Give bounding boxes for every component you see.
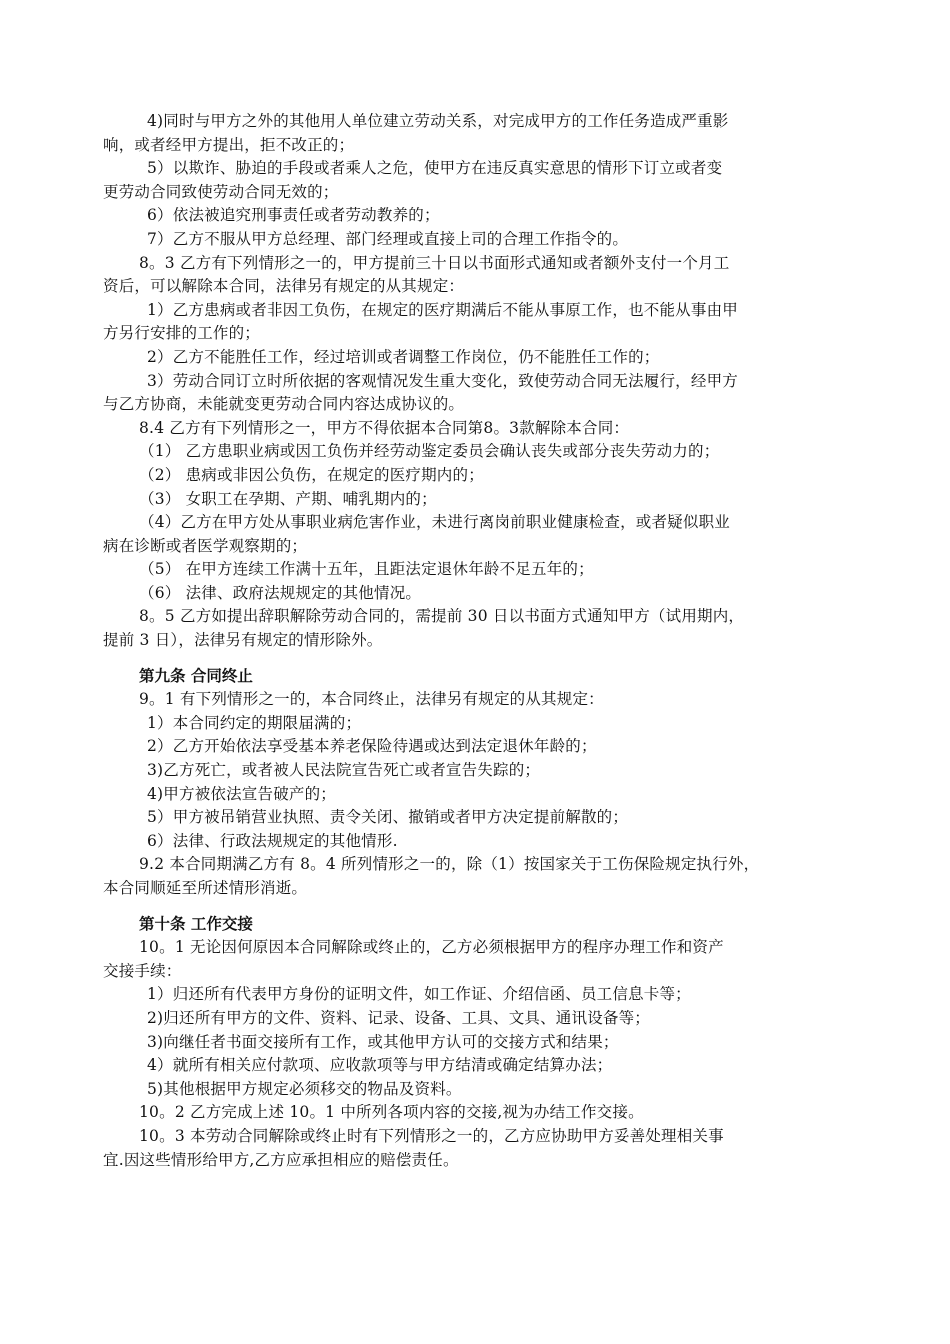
section-heading: 第十条 工作交接 bbox=[139, 914, 253, 933]
text-line: 2)归还所有甲方的文件、资料、记录、设备、工具、文具、通讯设备等； bbox=[147, 1008, 651, 1027]
text-line: 9。1 有下列情形之一的，本合同终止，法律另有规定的从其规定： bbox=[139, 690, 604, 709]
text-line: 与乙方协商，未能就变更劳动合同内容达成协议的。 bbox=[103, 395, 465, 414]
text-line: 3）劳动合同订立时所依据的客观情况发生重大变化，致使劳动合同无法履行，经甲方 bbox=[147, 371, 738, 390]
text-line: 资后，可以解除本合同，法律另有规定的从其规定： bbox=[103, 277, 465, 296]
text-line: 5)其他根据甲方规定必须移交的物品及资料。 bbox=[147, 1079, 462, 1098]
text-line: 宜.因这些情形给甲方,乙方应承担相应的赔偿责任。 bbox=[103, 1150, 459, 1169]
section-gap bbox=[103, 653, 873, 665]
text-line: 10。2 乙方完成上述 10。1 中所列各项内容的交接,视为办结工作交接。 bbox=[139, 1103, 644, 1122]
text-line: 6）法律、行政法规规定的其他情形. bbox=[147, 831, 398, 850]
text-line: 8。5 乙方如提出辞职解除劳动合同的，需提前 30 日以书面方式通知甲方（试用期内， bbox=[139, 607, 745, 626]
text-line: 8.4 乙方有下列情形之一，甲方不得依据本合同第8。3款解除本合同： bbox=[139, 418, 630, 437]
text-line: 4)甲方被依法宣告破产的； bbox=[147, 784, 337, 803]
text-line: 10。1 无论因何原因本合同解除或终止的，乙方必须根据甲方的程序办理工作和资产 bbox=[139, 938, 724, 957]
text-line: （5） 在甲方连续工作满十五年，且距法定退休年龄不足五年的； bbox=[139, 560, 594, 579]
text-line: 提前 3 日），法律另有规定的情形除外。 bbox=[103, 631, 383, 650]
text-line: 2）乙方不能胜任工作，经过培训或者调整工作岗位，仍不能胜任工作的； bbox=[147, 347, 660, 366]
text-line: 交接手续： bbox=[103, 961, 182, 980]
section-gap bbox=[103, 901, 873, 913]
section-heading: 第九条 合同终止 bbox=[139, 666, 253, 685]
text-line: 1）归还所有代表甲方身份的证明文件，如工作证、介绍信函、员工信息卡等； bbox=[147, 985, 691, 1004]
text-line: 4）就所有相关应付款项、应收款项等与甲方结清或确定结算办法； bbox=[147, 1056, 613, 1075]
text-line: （4）乙方在甲方处从事职业病危害作业，未进行离岗前职业健康检查，或者疑似职业 bbox=[139, 513, 730, 532]
text-line: 10。3 本劳动合同解除或终止时有下列情形之一的，乙方应协助甲方妥善处理相关事 bbox=[139, 1126, 724, 1145]
text-line: 9.2 本合同期满乙方有 8。4 所列情形之一的，除（1）按国家关于工伤保险规定执行外， bbox=[139, 855, 760, 874]
text-line: 3)乙方死亡，或者被人民法院宣告死亡或者宣告失踪的； bbox=[147, 761, 541, 780]
text-line: 2）乙方开始依法享受基本养老保险待遇或达到法定退休年龄的； bbox=[147, 737, 597, 756]
text-line: （6） 法律、政府法规规定的其他情况。 bbox=[139, 583, 422, 602]
document-body bbox=[103, 110, 873, 1172]
text-line: 1）本合同约定的期限届满的； bbox=[147, 713, 362, 732]
text-line: 4)同时与甲方之外的其他用人单位建立劳动关系，对完成甲方的工作任务造成严重影 bbox=[147, 112, 729, 130]
text-line: 本合同顺延至所述情形消逝。 bbox=[103, 879, 308, 897]
text-line: 6）依法被追究刑事责任或者劳动教养的； bbox=[147, 206, 440, 225]
text-line: 方另行安排的工作的； bbox=[103, 324, 261, 343]
text-line: 更劳动合同致使劳动合同无效的； bbox=[103, 182, 339, 201]
text-line: （1） 乙方患职业病或因工负伤并经劳动鉴定委员会确认丧失或部分丧失劳动力的； bbox=[139, 442, 720, 461]
text-line: 病在诊断或者医学观察期的； bbox=[103, 536, 308, 555]
text-line: 1）乙方患病或者非因工负伤，在规定的医疗期满后不能从事原工作，也不能从事由甲 bbox=[147, 300, 738, 319]
text-line: 3)向继任者书面交接所有工作，或其他甲方认可的交接方式和结果； bbox=[147, 1032, 619, 1051]
text-line: 5）以欺诈、胁迫的手段或者乘人之危，使甲方在违反真实意思的情形下订立或者变 bbox=[147, 159, 723, 178]
text-line: 8。3 乙方有下列情形之一的，甲方提前三十日以书面形式通知或者额外支付一个月工 bbox=[139, 253, 730, 272]
text-line: 响，或者经甲方提出，拒不改正的； bbox=[103, 135, 355, 154]
text-line: （3） 女职工在孕期、产期、哺乳期内的； bbox=[139, 489, 437, 508]
text-line: 5）甲方被吊销营业执照、责令关闭、撤销或者甲方决定提前解散的； bbox=[147, 808, 629, 827]
text-line: （2） 患病或非因公负伤，在规定的医疗期内的； bbox=[139, 465, 484, 484]
text-line: 7）乙方不服从甲方总经理、部门经理或直接上司的合理工作指令的。 bbox=[147, 229, 629, 248]
